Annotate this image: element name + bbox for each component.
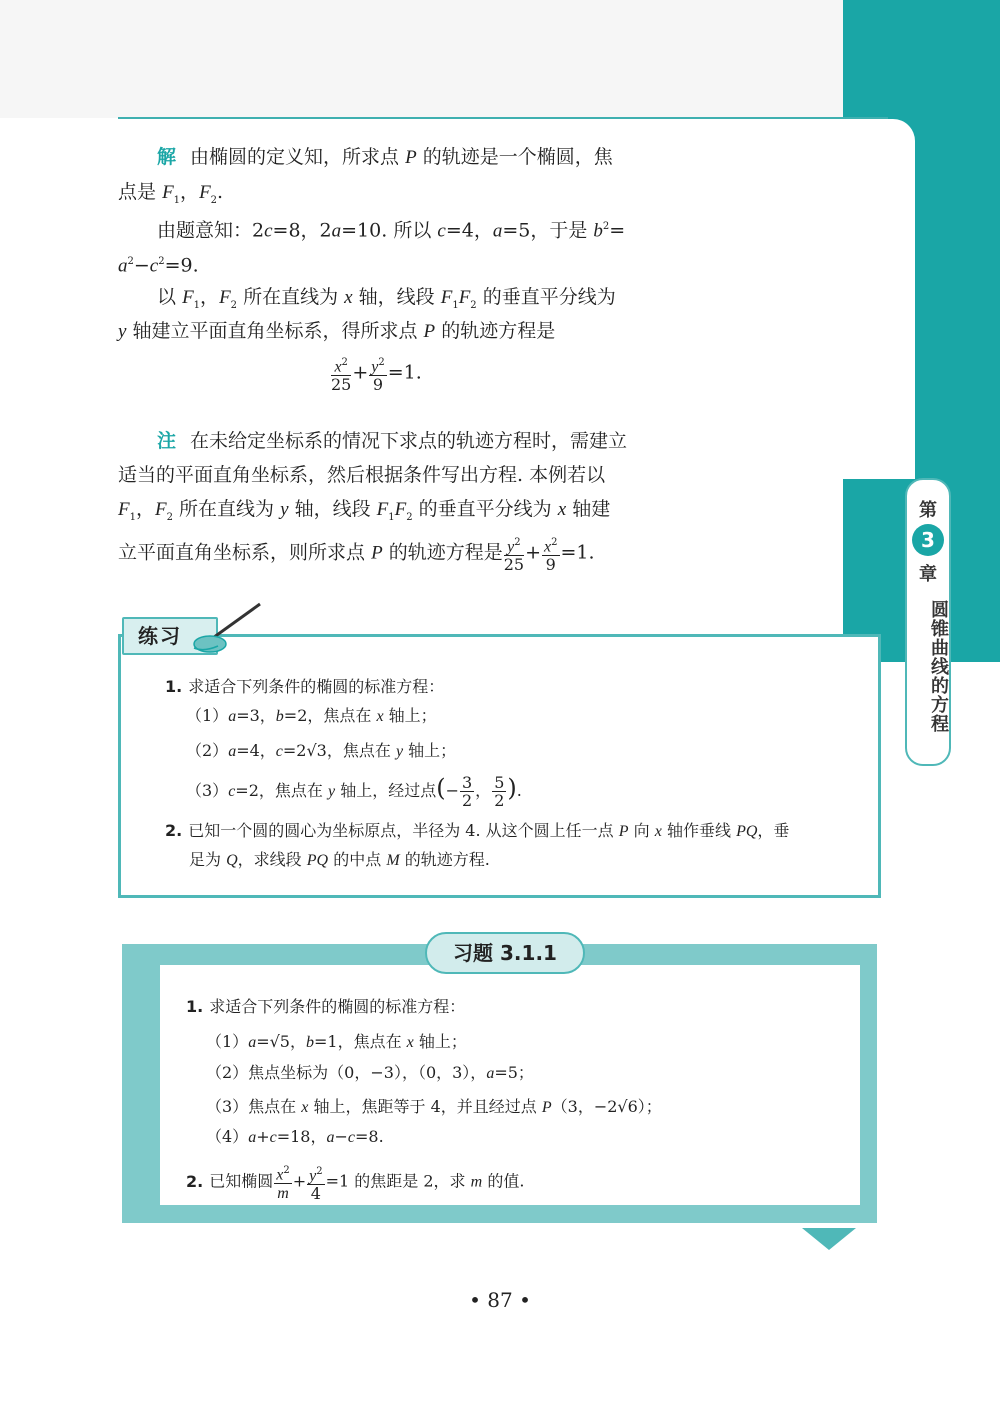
note-line-1: 注 在未给定坐标系的情况下求点的轨迹方程时，需建立 [157, 430, 628, 452]
fraction: $\frac{5}{2}$ [494, 773, 505, 810]
practice-q1-1: （1）a=3，b=2，焦点在 x 轴上； [186, 706, 437, 725]
practice-label: 练习 [122, 617, 218, 655]
header-rule [118, 117, 888, 119]
fraction: $\frac{x^2}{9}$ [542, 534, 559, 573]
fraction: $\frac{y^2}{4}$ [307, 1163, 324, 1202]
chapter-name: 圆锥曲线的方程 [928, 600, 949, 733]
chapter-number: 3 [912, 524, 944, 556]
note-line-4: 立平面直角坐标系，则所求点 P 的轨迹方程是 $\frac{y^2}{25}$ + $\frac{x^2}{9}$ =1. [118, 534, 595, 573]
chapter-tab [905, 478, 951, 766]
practice-q2-line-1: 2. 已知一个圆的圆心为坐标原点，半径为 4. 从这个圆上任一点 P 向 x 轴作垂线 PQ，垂 [165, 821, 790, 840]
solution-line-3: 由题意知：2c=8，2a=10. 所以 c=4，a=5，于是 $b^2=$ [157, 219, 626, 242]
exercise-q1-4: （4）a+c=18，a−c=8. [206, 1127, 384, 1146]
exercise-q1-2: （2）焦点坐标为（0，−3），（0，3），a=5； [206, 1063, 534, 1082]
solution-line-5: 以 $F_1$，$F_2$ 所在直线为 x 轴，线段 $F_1F_2$ 的垂直平分线为 [157, 286, 616, 311]
note-line-3: $F_1$，$F_2$ 所在直线为 y 轴，线段 $F_1F_2$ 的垂直平分线为 x 轴建 [118, 498, 611, 523]
practice-q1-3: （3）c=2，焦点在 y 轴上，经过点(− $\frac{3}{2}$ ， $\frac{5}{2}$ ). [186, 773, 522, 810]
fraction: $\frac{x^2}{25}$ [331, 354, 351, 393]
note-line-2: 适当的平面直角坐标系，然后根据条件写出方程. 本例若以 [118, 464, 606, 486]
chapter-suffix: 章 [919, 564, 937, 585]
content-corner-panel [843, 119, 915, 479]
practice-q2-line-2: 足为 Q，求线段 PQ 的中点 M 的轨迹方程. [189, 850, 490, 869]
exercise-title: 习题 3.1.1 [425, 932, 585, 974]
exercise-q1: 1. 求适合下列条件的椭圆的标准方程： [186, 997, 466, 1016]
chapter-prefix: 第 [919, 500, 937, 521]
exercise-q2: 2. 已知椭圆 $\frac{x^2}{m}$ + $\frac{y^2}{4}$ =1 的焦距是 2，求 m 的值. [186, 1162, 524, 1202]
solution-line-1: 解 由椭圆的定义知，所求点 P 的轨迹是一个椭圆，焦 [157, 146, 613, 168]
page-corner-arrow-icon [802, 1228, 856, 1250]
solution-line-6: y 轴建立平面直角坐标系，得所求点 P 的轨迹方程是 [118, 320, 556, 342]
exercise-q1-3: （3）焦点在 x 轴上，焦距等于 4，并且经过点 P（3，−2√6）； [206, 1097, 662, 1116]
fraction: $\frac{y^2}{25}$ [504, 534, 524, 573]
solution-keyword: 解 [157, 146, 177, 168]
note-keyword: 注 [157, 430, 177, 452]
practice-q1: 1. 求适合下列条件的椭圆的标准方程： [165, 677, 445, 696]
solution-line-4: $a^2-c^2=9$. [118, 254, 199, 277]
fraction: $\frac{3}{2}$ [461, 773, 473, 810]
solution-equation: $\frac{x^2}{25}$ + $\frac{y^2}{9}$ =1. [330, 354, 422, 393]
pen-icon [180, 600, 264, 656]
fraction: $\frac{y^2}{9}$ [369, 354, 386, 393]
exercise-q1-1: （1）a=√5，b=1，焦点在 x 轴上； [206, 1032, 467, 1051]
page-number: • 87 • [469, 1288, 531, 1312]
solution-line-2: 点是 $F_1$，$F_2$. [118, 181, 224, 206]
practice-q1-2: （2）a=4，c=2√3，焦点在 y 轴上； [186, 741, 457, 760]
fraction: $\frac{x^2}{m}$ [274, 1162, 291, 1202]
